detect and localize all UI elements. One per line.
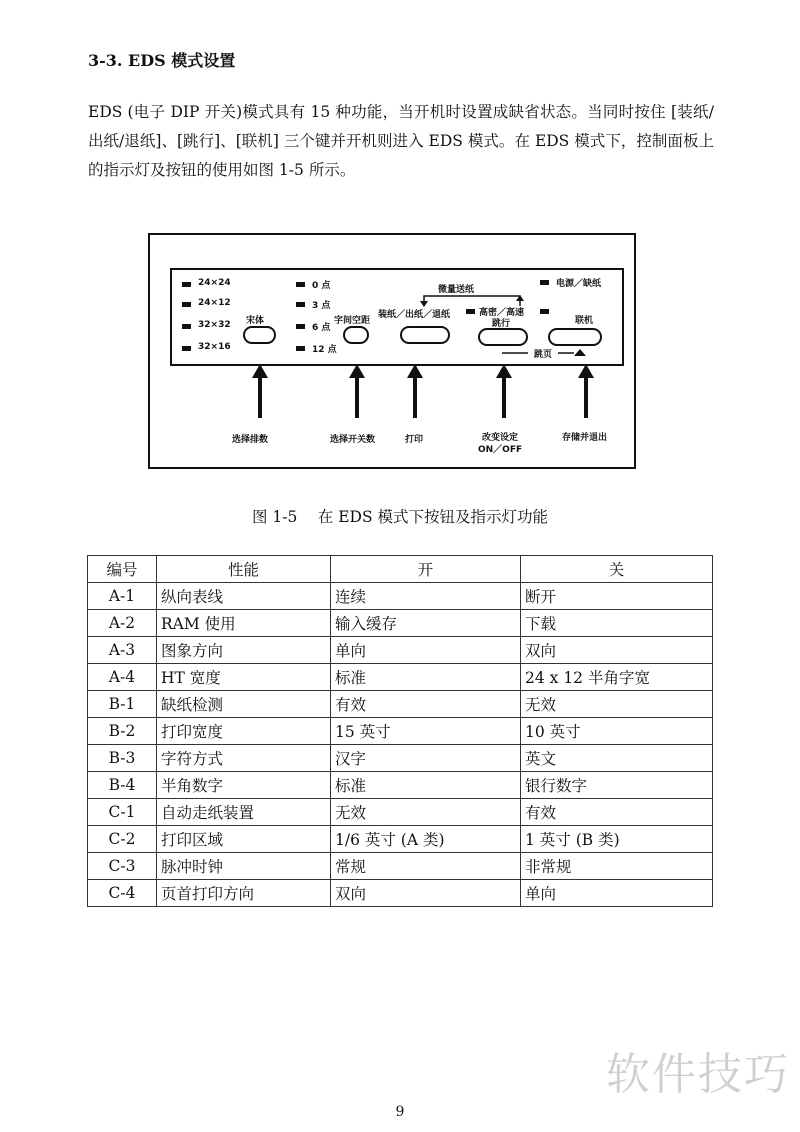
- line-feed-button[interactable]: [478, 328, 528, 346]
- table-cell: 银行数字: [521, 772, 713, 799]
- table-cell: A-4: [88, 664, 157, 691]
- led-indicator: [296, 324, 305, 329]
- up-arrow-icon: [413, 376, 417, 418]
- table-cell: 标准: [331, 664, 521, 691]
- up-arrow-icon: [502, 376, 506, 418]
- table-cell: 非常规: [521, 853, 713, 880]
- table-cell: 双向: [331, 880, 521, 907]
- table-row: [88, 826, 713, 853]
- page-number: 9: [395, 1104, 405, 1120]
- font-led-label: 24×24: [198, 278, 231, 288]
- table-cell: C-4: [88, 880, 157, 907]
- online-button[interactable]: [548, 328, 602, 346]
- font-button-label: 宋体: [246, 316, 265, 326]
- led-indicator: [466, 309, 475, 314]
- led-indicator: [296, 346, 305, 351]
- font-led-label: 32×32: [198, 320, 231, 330]
- table-cell: 有效: [331, 691, 521, 718]
- table-cell: 无效: [331, 799, 521, 826]
- up-arrow-icon: [355, 376, 359, 418]
- section-heading: 3-3. EDS 模式设置: [88, 51, 236, 70]
- table-cell: 常规: [331, 853, 521, 880]
- table-cell: 单向: [521, 880, 713, 907]
- column-header: 开: [331, 556, 521, 583]
- table-cell: 下载: [521, 610, 713, 637]
- table-cell: 标准: [331, 772, 521, 799]
- table-row: [88, 583, 713, 610]
- table-row: [88, 880, 713, 907]
- table-row: [88, 718, 713, 745]
- density-label: 高密／高速: [479, 308, 525, 318]
- table-cell: B-4: [88, 772, 157, 799]
- load-eject-button[interactable]: [400, 326, 450, 344]
- table-row: [88, 637, 713, 664]
- arrow-label: 存储并退出: [562, 433, 608, 443]
- up-arrow-icon: [584, 376, 588, 418]
- table-cell: 英文: [521, 745, 713, 772]
- table-row: [88, 745, 713, 772]
- table-row: [88, 772, 713, 799]
- table-cell: 自动走纸装置: [157, 799, 331, 826]
- table-cell: B-2: [88, 718, 157, 745]
- led-indicator: [182, 346, 191, 351]
- table-cell: 图象方向: [157, 637, 331, 664]
- table-cell: B-1: [88, 691, 157, 718]
- table-row: [88, 799, 713, 826]
- table-row: [88, 664, 713, 691]
- table-cell: 打印区域: [157, 826, 331, 853]
- table-row: [88, 853, 713, 880]
- table-cell: C-3: [88, 853, 157, 880]
- figure-caption: 图 1-5 在 EDS 模式下按钮及指示灯功能: [251, 508, 549, 526]
- column-header: 关: [521, 556, 713, 583]
- table-cell: C-1: [88, 799, 157, 826]
- table-cell: 无效: [521, 691, 713, 718]
- led-indicator: [182, 302, 191, 307]
- table-cell: 脉冲时钟: [157, 853, 331, 880]
- column-header: 性能: [157, 556, 331, 583]
- table-cell: 连续: [331, 583, 521, 610]
- table-cell: 打印宽度: [157, 718, 331, 745]
- table-cell: RAM 使用: [157, 610, 331, 637]
- table-cell: 有效: [521, 799, 713, 826]
- micro-feed-label: 微量送纸: [438, 285, 475, 295]
- led-indicator: [540, 309, 549, 314]
- arrow-label: 选择排数: [232, 435, 269, 445]
- led-indicator: [296, 282, 305, 287]
- load-eject-label: 装纸／出纸／退纸: [378, 310, 451, 320]
- line-feed-label: 跳行: [492, 319, 511, 329]
- spacing-led-label: 12 点: [312, 345, 337, 355]
- table-cell: 输入缓存: [331, 610, 521, 637]
- spacing-button-label: 字间空距: [334, 316, 371, 326]
- table-cell: C-2: [88, 826, 157, 853]
- font-led-label: 32×16: [198, 342, 231, 352]
- table-cell: 汉字: [331, 745, 521, 772]
- spacing-select-button[interactable]: [343, 326, 369, 344]
- table-cell: B-3: [88, 745, 157, 772]
- table-cell: 双向: [521, 637, 713, 664]
- table-cell: 页首打印方向: [157, 880, 331, 907]
- font-led-label: 24×12: [198, 298, 231, 308]
- arrow-label: 选择开关数: [330, 435, 376, 445]
- spacing-led-label: 0 点: [312, 281, 331, 291]
- table-header-row: [88, 556, 713, 583]
- led-indicator: [182, 282, 191, 287]
- table-cell: 字符方式: [157, 745, 331, 772]
- table-cell: 缺纸检测: [157, 691, 331, 718]
- table-cell: 半角数字: [157, 772, 331, 799]
- led-indicator: [540, 280, 549, 285]
- spacing-led-label: 3 点: [312, 301, 331, 311]
- table-cell: A-3: [88, 637, 157, 664]
- font-select-button[interactable]: [243, 326, 276, 344]
- table-cell: HT 宽度: [157, 664, 331, 691]
- form-feed-label: 跳页: [534, 350, 553, 360]
- spacing-led-label: 6 点: [312, 323, 331, 333]
- arrow-label: 打印: [405, 435, 424, 445]
- eds-settings-table: [87, 555, 713, 907]
- table-cell: A-2: [88, 610, 157, 637]
- power-paper-label: 电源／缺纸: [556, 279, 602, 289]
- intro-paragraph: EDS (电子 DIP 开关)模式具有 15 种功能，当开机时设置成缺省状态。当同时按住 [装纸/出纸/退纸]、[跳行]、[联机] 三个键并开机则进入 EDS 模式。在 EDS 模式下，控制面板上的指示灯及按钮的使用如图 1-5 所示。: [88, 103, 714, 179]
- led-indicator: [296, 302, 305, 307]
- arrow-label: 改变设定: [482, 433, 519, 443]
- up-arrow-icon: [258, 376, 262, 418]
- table-row: [88, 691, 713, 718]
- table-cell: 24 x 12 半角字宽: [521, 664, 713, 691]
- led-indicator: [182, 324, 191, 329]
- table-cell: 纵向表线: [157, 583, 331, 610]
- table-cell: 断开: [521, 583, 713, 610]
- online-label: 联机: [575, 316, 594, 326]
- arrow-sublabel: ON／OFF: [478, 445, 523, 455]
- table-row: [88, 610, 713, 637]
- table-cell: 10 英寸: [521, 718, 713, 745]
- table-cell: 1/6 英寸 (A 类): [331, 826, 521, 853]
- table-cell: 1 英寸 (B 类): [521, 826, 713, 853]
- column-header: 编号: [88, 556, 157, 583]
- table-cell: 15 英寸: [331, 718, 521, 745]
- watermark: 软件技巧: [606, 1049, 790, 1100]
- table-cell: 单向: [331, 637, 521, 664]
- table-cell: A-1: [88, 583, 157, 610]
